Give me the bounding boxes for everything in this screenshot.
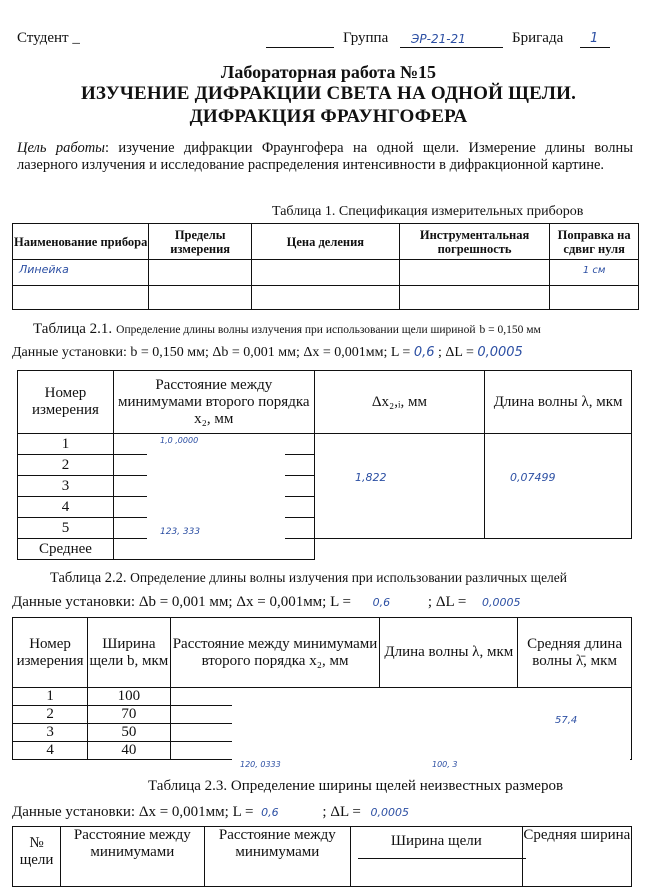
table21-caption-small: Определение длины волны излучения при использовании щели шириной [116, 324, 476, 336]
table21-dl-value: 0,0005 [477, 345, 523, 360]
table23-settings [12, 804, 409, 821]
t1-header-error: Инструментальная погрешность [399, 224, 550, 260]
t23-header-num: № щели [13, 827, 61, 887]
t22-row3-width: 50 [88, 724, 170, 742]
table23-settings-text: Данные установки: Δx = 0,001мм; L = [12, 804, 254, 820]
t21-header-num: Номер измерения [18, 371, 114, 434]
table23 [12, 826, 632, 887]
t1-row1-name [13, 260, 149, 286]
t22-avg-value: 57,4 [555, 715, 578, 726]
table21-caption [33, 320, 541, 338]
t21-header-x2: Расстояние между минимумами второго порядка x₂, мм [113, 371, 314, 434]
t21-row5-partial: 123, 333 [160, 527, 201, 537]
t1-row1-zero-value: 1 см [582, 265, 606, 276]
t1-row2-zero [550, 286, 639, 310]
brigade-label: Бригада [512, 30, 564, 46]
table21-caption-bold: Таблица 2.1. [33, 321, 113, 337]
t22-header-x2: Расстояние между минимумами второго порядка x₂, мм [170, 618, 380, 688]
table22-caption-bold: Таблица 2.2. [50, 570, 127, 586]
t1-header-zero: Поправка на сдвиг нуля [550, 224, 639, 260]
table22-dl-value: 0,0005 [482, 596, 521, 609]
t22-x2-partial: 120, 0333 [240, 760, 281, 769]
t1-header-name: Наименование прибора [13, 224, 149, 260]
table21 [17, 370, 632, 560]
group-label: Группа [343, 30, 389, 46]
t21-avg-empty2 [485, 539, 632, 560]
t21-row1-partial: 1,0 ,0000 [160, 436, 199, 445]
student-name-line [266, 47, 334, 48]
group-line [400, 47, 503, 48]
table1 [12, 223, 639, 310]
brigade-line [580, 47, 610, 48]
t21-dx-value: 1,822 [355, 471, 387, 484]
t23-header-avg: Средняя ширина [522, 827, 631, 887]
purpose-label: Цель работы [17, 140, 105, 156]
t23-width-subdivider [358, 858, 526, 859]
t1-row1-range [149, 260, 252, 286]
t22-row4-width: 40 [88, 742, 170, 760]
table21-L-value: 0,6 [413, 345, 435, 360]
table1-caption: Таблица 1. Спецификация измерительных приборов [272, 204, 584, 219]
purpose-paragraph [17, 140, 633, 174]
lab-title: Лабораторная работа №15 [220, 62, 437, 82]
t23-header-dist1: Расстояние между минимумами [61, 827, 204, 887]
brigade-value: 1 [590, 31, 599, 46]
t22-row2-width: 70 [88, 706, 170, 724]
t21-row4-num: 4 [18, 497, 114, 518]
table23-caption: Таблица 2.3. Определение ширины щелей неизвестных размеров [148, 778, 564, 794]
table21-dl-label: ; ΔL = [438, 345, 474, 360]
t1-header-division: Цена деления [251, 224, 399, 260]
t22-header-lambda: Длина волны λ, мкм [380, 618, 518, 688]
t1-row1-name-value: Линейка [19, 263, 69, 276]
t22-header-num: Номер измерения [13, 618, 88, 688]
t21-dx-merged [314, 434, 485, 539]
t1-row2-range [149, 286, 252, 310]
title-line1: ИЗУЧЕНИЕ ДИФРАКЦИИ СВЕТА НА ОДНОЙ ЩЕЛИ. [80, 83, 577, 104]
t1-header-range: Пределы измерения [149, 224, 252, 260]
t21-row2-num: 2 [18, 455, 114, 476]
t1-row1-zero [550, 260, 639, 286]
t1-row1-division [251, 260, 399, 286]
t21-row1-num: 1 [18, 434, 114, 455]
t1-row2-division [251, 286, 399, 310]
t1-row1-error [399, 260, 550, 286]
t22-row1-width: 100 [88, 688, 170, 706]
t22-header-avg: Средняя длина волны λ̄, мкм [518, 618, 632, 688]
table23-L-value: 0,6 [261, 806, 279, 819]
t23-header-dist2: Расстояние между минимумами [204, 827, 350, 887]
t22-header-width: Ширина щели b, мкм [88, 618, 170, 688]
group-value: ЭР-21-21 [411, 32, 466, 46]
t22-row1-num: 1 [13, 688, 88, 706]
table22-caption-rest: Определение длины волны излучения при использовании различных щелей [130, 570, 568, 585]
t23-header-width: Ширина щели [351, 827, 523, 887]
t22-lambda-partial: 100, 3 [432, 760, 458, 769]
table21-settings-text: Данные установки: b = 0,150 мм; Δb = 0,001 мм; Δx = 0,001мм; L = [12, 345, 411, 360]
student-label: Студент _ [17, 30, 80, 46]
table21-settings [12, 345, 523, 361]
t1-row2-error [399, 286, 550, 310]
t21-header-lambda: Длина волны λ, мкм [485, 371, 632, 434]
t21-lambda-merged [485, 434, 632, 539]
t22-row2-num: 2 [13, 706, 88, 724]
purpose-text: : изучение дифракции Фраунгофера на одной щели. Измерение длины волны лазерного излучения и исследование распределения интенсивности в дифракционной картине. [17, 140, 633, 173]
t21-avg-empty1 [314, 539, 485, 560]
table21-caption-tail: b = 0,150 мм [479, 324, 541, 336]
t21-header-dx: Δx₂,ᵢ, мм [314, 371, 485, 434]
t21-row3-num: 3 [18, 476, 114, 497]
title-line2: ДИФРАКЦИЯ ФРАУНГОФЕРА [189, 106, 468, 127]
table23-dl-value: 0,0005 [370, 806, 410, 819]
t21-lambda-value: 0,07499 [510, 471, 556, 484]
t22-row3-num: 3 [13, 724, 88, 742]
table23-dl-label: ; ΔL = [322, 804, 361, 820]
table22-settings-text: Данные установки: Δb = 0,001 мм; Δx = 0,001мм; L = [12, 594, 351, 610]
t21-avg-label: Среднее [18, 539, 114, 560]
table22-L-value: 0,6 [372, 596, 391, 609]
t22-row4-num: 4 [13, 742, 88, 760]
t21-row5-num: 5 [18, 518, 114, 539]
table22-caption [50, 570, 567, 587]
table22-dl-label: ; ΔL = [427, 594, 467, 610]
t1-row2-name [13, 286, 149, 310]
table22-settings [12, 594, 521, 611]
redaction-patch-t21 [147, 448, 285, 558]
